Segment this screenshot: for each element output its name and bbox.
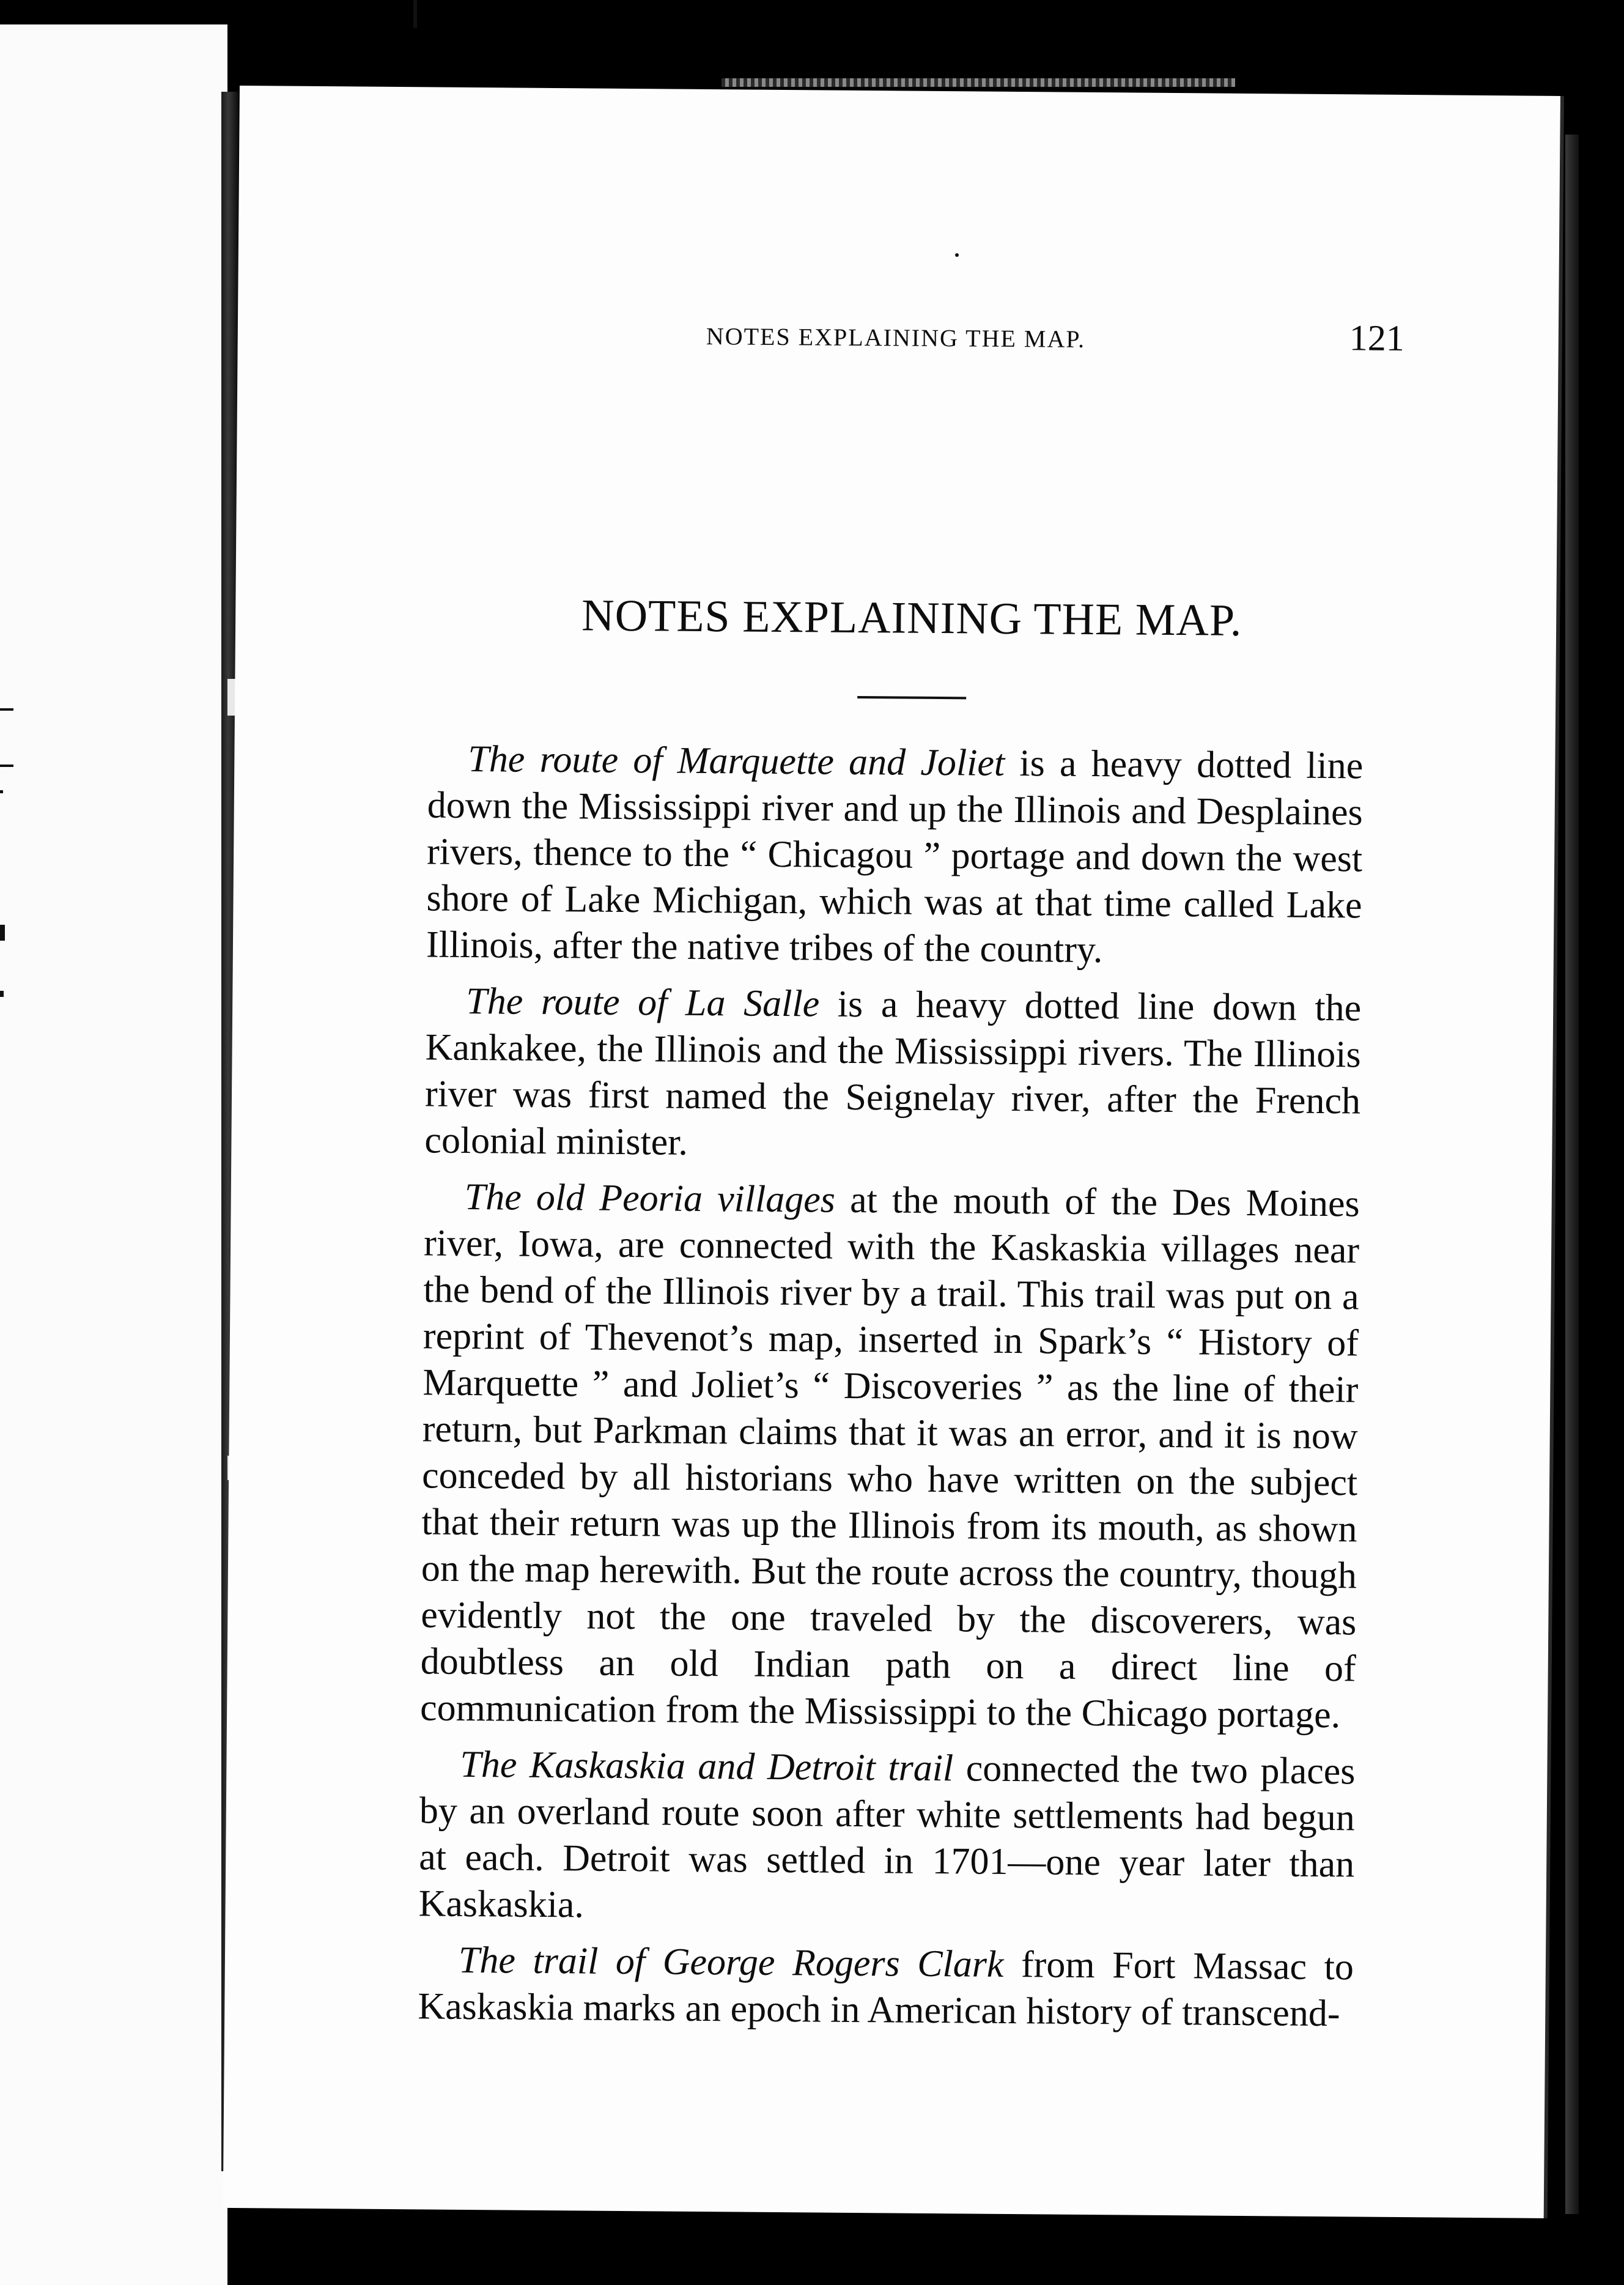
- book-page: [223, 86, 1560, 2218]
- paragraph: [418, 1936, 1354, 2037]
- paragraph-text: is a heavy dotted line down the Mississippi river and up the Illinois and Desplaines rivers, thence to the “ Chicagou ” portage and down the west shore of Lake Michigan, which was at that time called Lake Illinois, after the native tribes of the country.: [426, 742, 1364, 971]
- paragraph: [420, 1173, 1360, 1738]
- scan-speck: [413, 0, 417, 28]
- running-head: NOTES EXPLAINING THE MAP.: [706, 322, 1086, 353]
- paragraph: [426, 735, 1364, 975]
- paragraph-text: from Fort Massac to Kaskaskia marks an epoch in American history of transcend-: [418, 1943, 1354, 2035]
- title-rule: [857, 696, 966, 699]
- page-top-edge: [722, 78, 1235, 87]
- paragraph: [424, 977, 1361, 1171]
- page-right-edge: [1565, 135, 1579, 2214]
- scan-speck: [955, 253, 959, 257]
- paragraph-lead: The old Peoria villages: [464, 1176, 836, 1221]
- paragraph-lead: The Kaskaskia and Detroit trail: [460, 1743, 954, 1790]
- paragraph-lead: The route of Marquette and Joliet: [468, 738, 1005, 784]
- paragraph-text: is a heavy dotted line down the Kankakee, the Illinois and the Mississippi rivers. The Illinois river was first named the Seignelay river, after the French colonial minister.: [424, 983, 1362, 1163]
- paragraph: [418, 1741, 1355, 1934]
- paragraph-text: at the mouth of the Des Moines river, Iowa, are connected with the Kaskaskia villages near the bend of the Illinois river by a trail. This trail was put on a reprint of Thevenot’s map, inserted in Spark’s “ History of Marquette ” and Joliet’s “ Discoveries ” as the line of their return, but Parkman claims that it was an error, and it is now conceded by all historians who have written on the subject that their return was up the Illinois from its mouth, as shown on the map herewith. But the route across the country, though evidently not the one traveled by the discoverers, was doubtless an old Indian path on a direct line of communication from the Mississippi to the Chicago portage.: [419, 1179, 1360, 1736]
- facing-page-edge: [0, 24, 227, 2285]
- paragraph-lead: The route of La Salle: [465, 980, 820, 1025]
- chapter-title: NOTES EXPLAINING THE MAP.: [581, 590, 1242, 646]
- body-text: [418, 735, 1364, 2046]
- page-number: 121: [1349, 317, 1405, 358]
- paragraph-text: connected the two places by an overland route soon after white settlements had begun at each. Detroit was settled in 1701—one year later than Kaskaskia.: [418, 1747, 1356, 1926]
- paragraph-lead: The trail of George Rogers Clark: [458, 1939, 1004, 1985]
